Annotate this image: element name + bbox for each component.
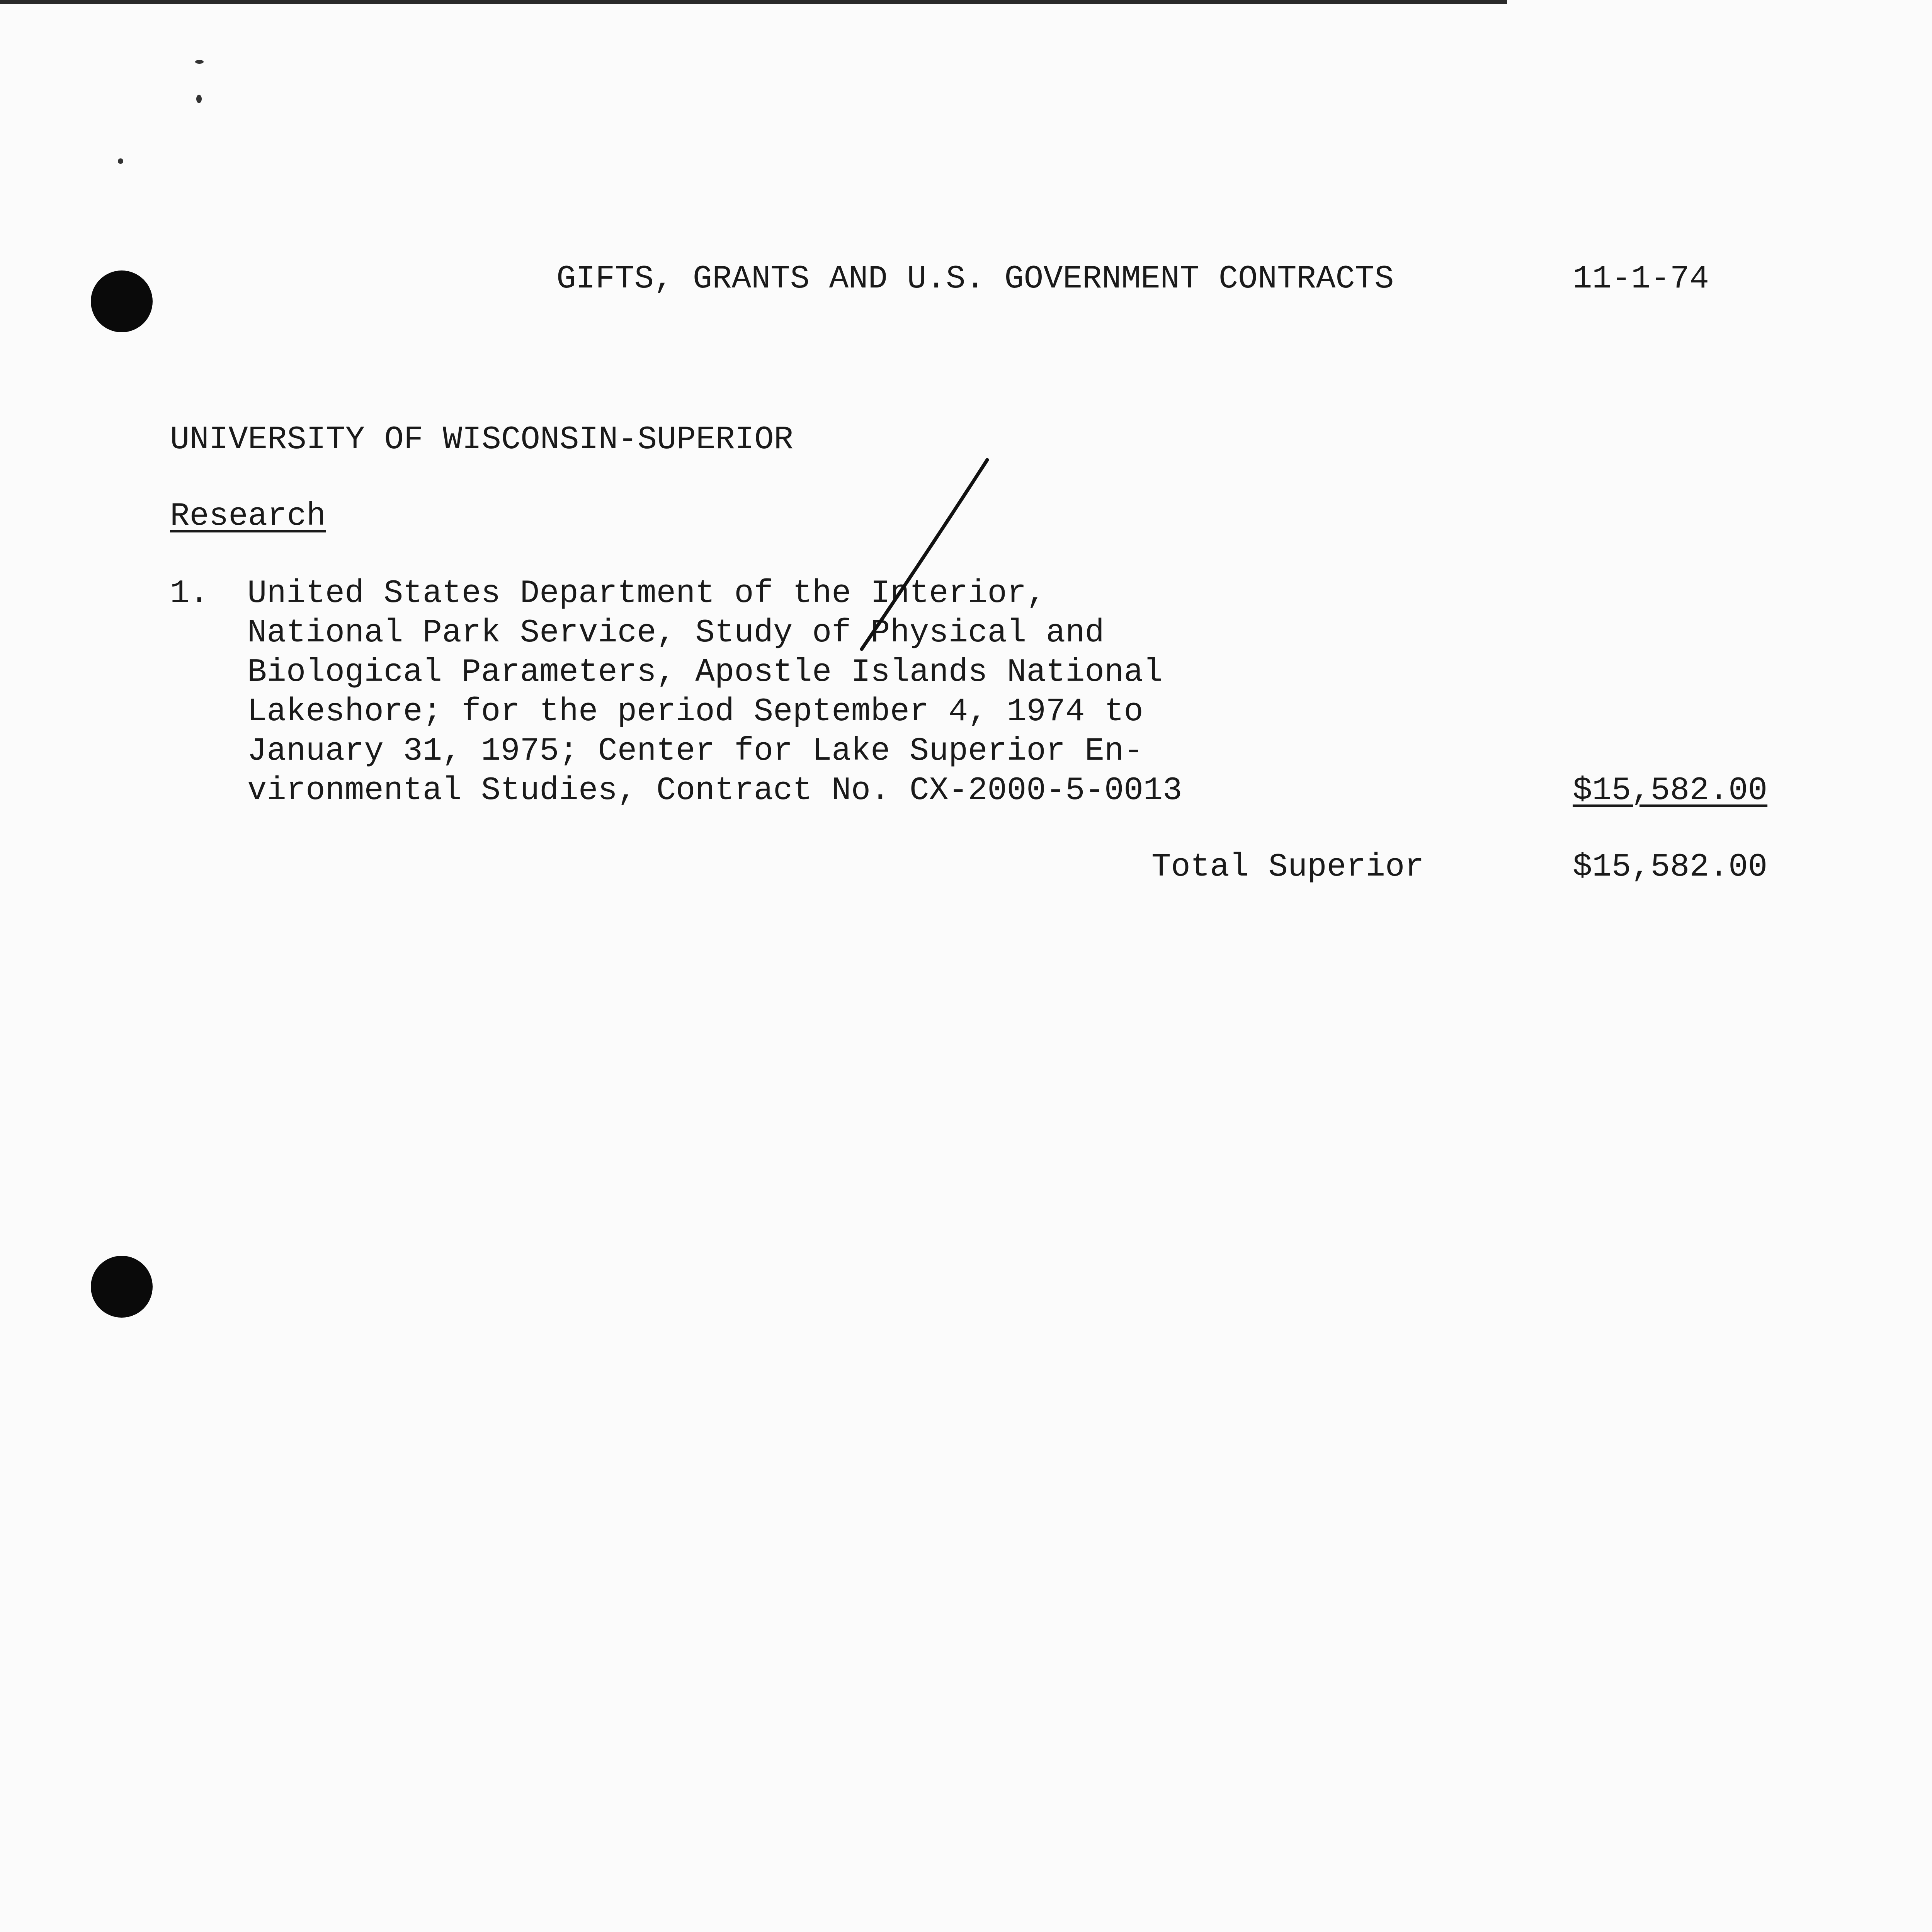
section-heading: Research — [170, 498, 326, 535]
punch-hole-middle — [91, 1256, 153, 1318]
page-top-edge — [0, 0, 1507, 4]
item-line: January 31, 1975; Center for Lake Superior En- — [247, 733, 1143, 770]
total-label: Total Superior — [1151, 849, 1424, 886]
institution-heading: UNIVERSITY OF WISCONSIN-SUPERIOR — [170, 422, 794, 458]
item-amount: $15,582.00 — [1573, 772, 1768, 809]
punch-hole-top — [91, 270, 153, 332]
speck — [195, 60, 204, 64]
item-line: United States Department of the Interior, — [247, 575, 1046, 612]
speck — [118, 158, 123, 164]
document-title: GIFTS, GRANTS AND U.S. GOVERNMENT CONTRACTS — [556, 261, 1394, 298]
speck — [196, 95, 202, 103]
total-amount: $15,582.00 — [1573, 849, 1768, 886]
item-line: vironmental Studies, Contract No. CX-2000-5-0013 — [247, 772, 1182, 809]
item-number: 1. — [170, 575, 209, 612]
item-line: Lakeshore; for the period September 4, 1974 to — [247, 694, 1143, 730]
item-line: National Park Service, Study of Physical and — [247, 615, 1104, 651]
document-date: 11-1-74 — [1573, 261, 1709, 298]
item-line: Biological Parameters, Apostle Islands National — [247, 654, 1163, 691]
